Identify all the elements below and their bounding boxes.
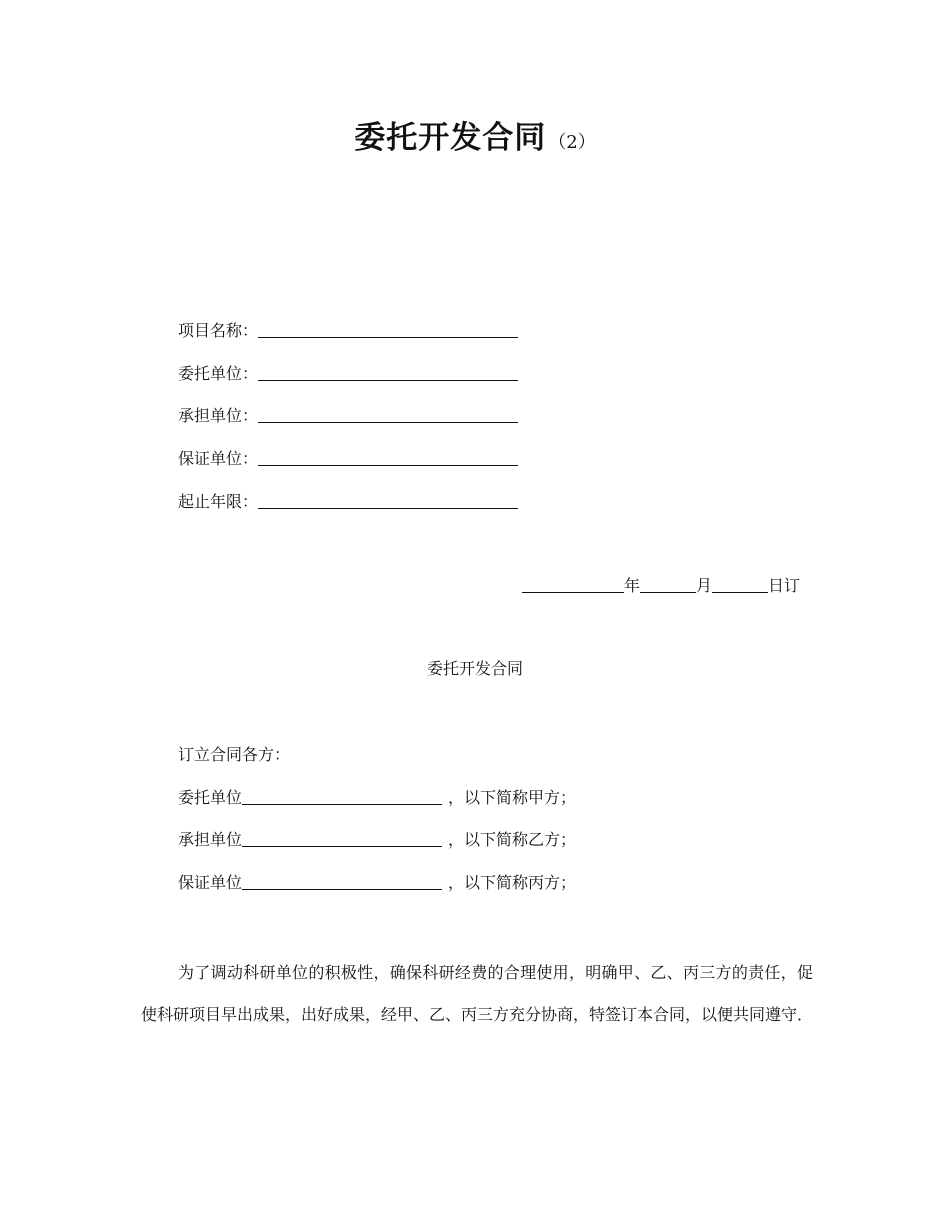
party-label: 保证单位 — [178, 873, 243, 892]
party-suffix: ，以下简称乙方； — [448, 830, 577, 849]
year-blank — [522, 591, 624, 593]
title-sub: （2） — [548, 132, 596, 153]
year-label: 年 — [624, 576, 641, 595]
field-undertaking-unit — [178, 402, 518, 426]
party-suffix: ，以下简称甲方； — [448, 788, 577, 807]
party-blank-line — [242, 803, 442, 805]
party-label: 委托单位 — [178, 788, 243, 807]
field-period — [178, 488, 518, 512]
field-commissioning-unit — [178, 360, 518, 384]
party-blank-line — [242, 845, 442, 847]
field-label: 项目名称： — [178, 321, 259, 340]
title-main: 委托开发合同 — [354, 120, 547, 156]
intro-paragraph: 为了调动科研单位的积极性，确保科研经费的合理使用，明确甲、乙、丙三方的责任，促使科研项目早出成果，出好成果，经甲、乙、丙三方充分协商，特签订本合同，以便共同遵守． — [141, 963, 814, 1024]
day-blank — [712, 591, 768, 593]
field-label: 承担单位： — [178, 406, 259, 425]
field-blank-line — [258, 464, 518, 466]
document-title — [0, 112, 950, 157]
party-row-c — [178, 870, 576, 893]
party-row-a — [178, 785, 576, 808]
party-suffix: ，以下简称丙方； — [448, 873, 577, 892]
field-label: 委托单位： — [178, 364, 259, 383]
party-blank-line — [242, 888, 442, 890]
day-label: 日订 — [768, 576, 801, 595]
field-label: 保证单位： — [178, 449, 259, 468]
party-label: 承担单位 — [178, 830, 243, 849]
field-blank-line — [258, 421, 518, 423]
party-row-b — [178, 827, 576, 850]
signing-date — [522, 573, 800, 596]
field-blank-line — [258, 379, 518, 381]
month-label: 月 — [696, 576, 713, 595]
field-label: 起止年限： — [178, 492, 259, 511]
month-blank — [640, 591, 696, 593]
field-blank-line — [258, 336, 518, 338]
parties-heading: 订立合同各方： — [178, 745, 291, 764]
field-guarantor-unit — [178, 445, 518, 469]
field-project-name — [178, 317, 518, 341]
field-blank-line — [258, 507, 518, 509]
contract-subtitle: 委托开发合同 — [426, 659, 523, 678]
